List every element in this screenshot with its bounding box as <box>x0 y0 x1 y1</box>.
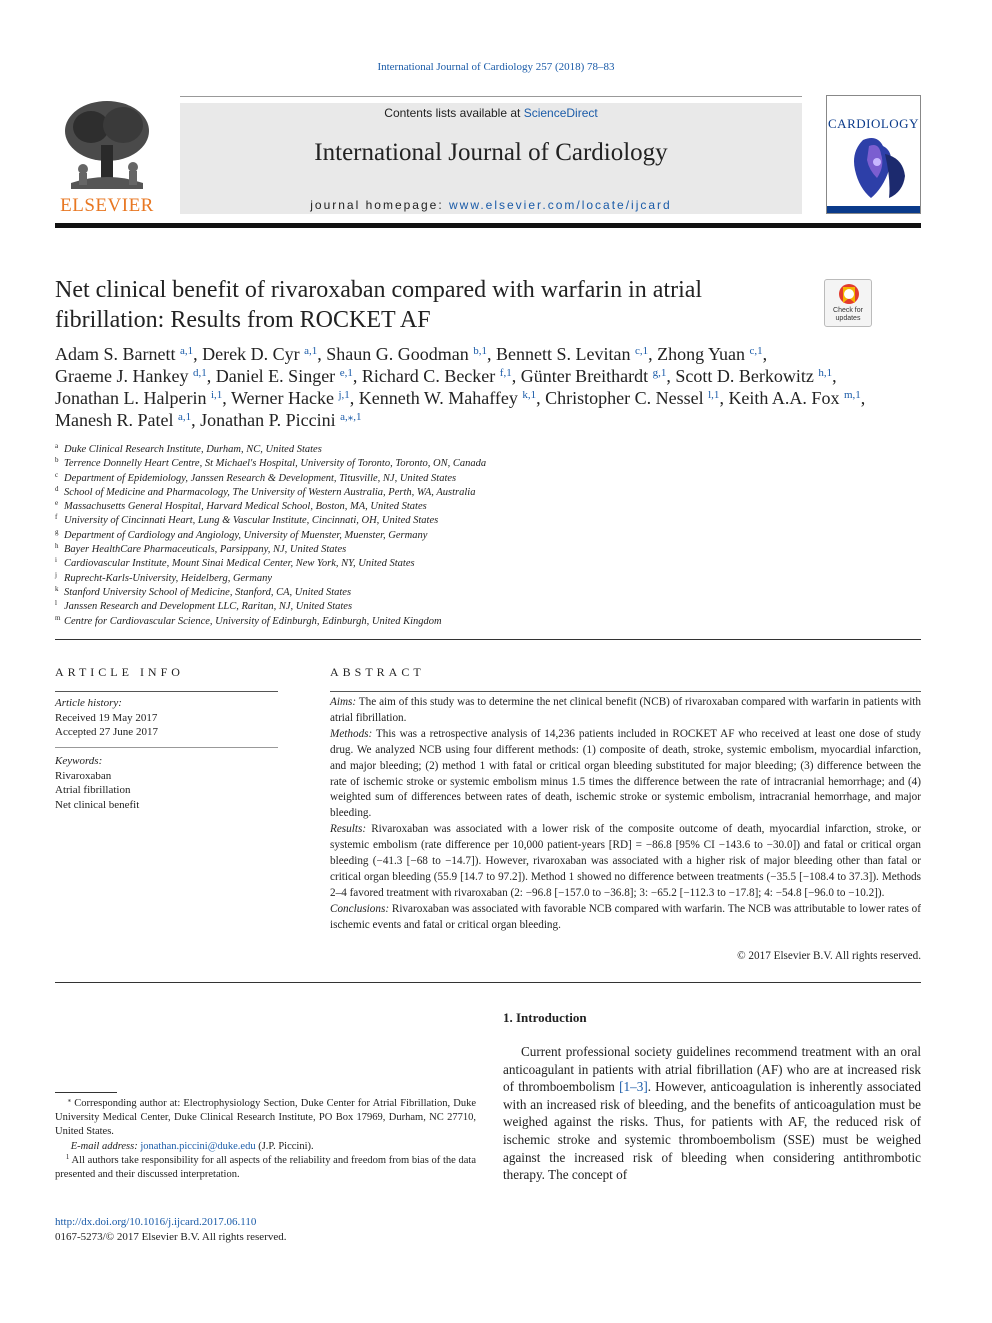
article-info-rule <box>55 691 278 692</box>
author-line <box>55 409 925 431</box>
check-for-updates-button[interactable] <box>824 279 872 327</box>
received-date: Received 19 May 2017 <box>55 711 158 724</box>
affiliation-text: Massachusetts General Hospital, Harvard Medical School, Boston, MA, United States <box>64 501 427 513</box>
title-line-1: Net clinical benefit of rivaroxaban compared with warfarin in atrial <box>55 277 703 303</box>
note-1-text: All authors take responsibility for all aspects of the reliability and freedom from bias of the data presented and their discussed interpretation. <box>55 1154 477 1181</box>
author-affiliation-marker[interactable]: j,1 <box>338 389 350 401</box>
affiliation-item: $^k$ Stanford University School of Medicine, Stanford, CA, United States <box>55 584 352 598</box>
check-updates-line-1: Check for <box>833 307 863 314</box>
homepage-prefix: journal homepage: <box>310 198 449 212</box>
author-separator: , <box>762 344 768 364</box>
affiliation-text: Stanford University School of Medicine, Stanford, CA, United States <box>64 586 352 598</box>
affiliation-list <box>55 443 925 629</box>
check-updates-line-2: updates <box>835 315 861 322</box>
author-affiliation-marker[interactable]: a,1 <box>179 345 194 357</box>
methods-label: Methods: <box>330 727 373 740</box>
affiliation-text: Department of Cardiology and Angiology, University of Muenster, Muenster, Germany <box>64 529 428 541</box>
journal-name: International Journal of Cardiology <box>314 139 668 166</box>
intro-text-part-1: Current professional society guidelines recommend treatment with an oral anticoagulant in patients with atrial fibrillation (AF) who are at increased risk of thromboembolism <box>503 1044 921 1095</box>
affiliation-text: Cardiovascular Institute, Mount Sinai Medical Center, New York, NY, United States <box>64 558 415 570</box>
author-affiliation-marker[interactable]: c,1 <box>749 345 763 357</box>
author-separator: , <box>352 366 362 386</box>
contents-line <box>180 106 802 120</box>
abstract-divider <box>55 982 921 983</box>
accepted-date: Accepted 27 June 2017 <box>55 726 158 738</box>
author-affiliation-marker[interactable]: l,1 <box>708 389 720 401</box>
affiliation-item: $^f$ University of Cincinnati Heart, Lung & Vascular Institute, Cincinnati, OH, United States <box>55 513 439 527</box>
author-separator: , <box>511 366 521 386</box>
journal-citation-link[interactable]: International Journal of Cardiology 257 (2018) 78–83 <box>377 61 615 73</box>
introduction-body <box>503 1043 921 1184</box>
intro-text-part-2: . However, anticoagulation is inherently associated with an increased risk of bleeding, and the benefits of anticoagulation must be weighed against the risks. Thus, for patients with AF, the reduced risk of ischemic stroke and systemic thromboembolism (SSE) must be weighed against the increased risk of bleeding when considering antithrombotic therapy. The concept of <box>503 1079 921 1183</box>
article-info-heading: ARTICLE INFO <box>55 665 184 679</box>
author-name[interactable]: Shaun G. Goodman <box>326 344 469 364</box>
header-top-rule <box>180 96 802 97</box>
journal-header-band <box>180 103 802 214</box>
keyword-item: Atrial fibrillation <box>55 784 131 796</box>
affiliation-text: Janssen Research and Development LLC, Raritan, NJ, United States <box>64 601 353 613</box>
note-1-mark: 1 <box>65 1152 70 1161</box>
cover-bottom-band <box>827 206 920 213</box>
email-label: E-mail address: <box>70 1140 138 1152</box>
affiliation-item: $^g$ Department of Cardiology and Angiology, University of Muenster, Muenster, Germany <box>55 527 428 541</box>
affiliation-text: Centre for Cardiovascular Science, University of Edinburgh, Edinburgh, United Kingdom <box>64 615 442 627</box>
author-separator: , <box>666 366 676 386</box>
abstract-heading: ABSTRACT <box>330 665 425 679</box>
issn-line: 0167-5273/© 2017 Elsevier B.V. All rights reserved. <box>55 1230 287 1243</box>
author-name[interactable]: Bennett S. Levitan <box>496 344 631 364</box>
author-line <box>55 387 925 409</box>
author-separator: , <box>222 388 231 408</box>
author-name[interactable]: Werner Hacke <box>230 388 334 408</box>
affiliation-item: $^j$ Ruprecht-Karls-University, Heidelberg, Germany <box>55 570 273 584</box>
affiliation-text: Bayer HealthCare Pharmaceuticals, Parsippany, NJ, United States <box>64 544 347 556</box>
author-separator: , <box>191 410 201 430</box>
author-name[interactable]: Jonathan P. Piccini <box>200 410 336 430</box>
article-history <box>55 696 278 740</box>
keywords-rule <box>55 747 278 748</box>
affiliation-item: $^c$ Department of Epidemiology, Janssen Research & Development, Titusville, NJ, United States <box>55 470 457 484</box>
corresponding-author-note <box>55 1097 476 1140</box>
author-separator: , <box>536 388 546 408</box>
author-affiliation-marker[interactable]: k,1 <box>522 389 537 401</box>
conclusions-text: Rivaroxaban was associated with favorable NCB compared with warfarin. The NCB was attributable to lower rates of ischemic events and fatal or critical organ bleeding. <box>330 902 921 931</box>
author-list <box>55 343 925 431</box>
contents-prefix: Contents lists available at <box>384 106 524 120</box>
footnotes <box>55 1097 476 1182</box>
doi-block <box>55 1215 287 1244</box>
author-affiliation-marker[interactable]: a,1 <box>178 411 192 423</box>
abstract-results <box>330 822 921 902</box>
abstract-conclusions <box>330 902 921 934</box>
conclusions-label: Conclusions: <box>330 902 390 915</box>
author-name[interactable]: Kenneth W. Mahaffey <box>358 388 518 408</box>
author-line <box>55 365 925 387</box>
affiliation-text: Ruprecht-Karls-University, Heidelberg, Germany <box>64 572 273 584</box>
abstract-copyright: © 2017 Elsevier B.V. All rights reserved. <box>737 950 921 962</box>
author-separator: , <box>487 344 496 364</box>
homepage-link[interactable]: www.elsevier.com/locate/ijcard <box>449 198 672 212</box>
bookmark-icon <box>837 283 861 309</box>
footnote-rule <box>55 1092 117 1093</box>
author-name[interactable]: Richard C. Becker <box>361 366 496 386</box>
author-name[interactable]: Jonathan L. Halperin <box>55 388 207 408</box>
author-affiliation-marker[interactable]: a,⁎,1 <box>340 411 362 423</box>
email-note <box>55 1140 476 1154</box>
history-label: Article history: <box>55 697 122 709</box>
aims-label: Aims: <box>330 696 357 708</box>
author-separator: , <box>349 388 359 408</box>
heart-illustration-icon <box>833 132 915 204</box>
author-line <box>55 343 925 365</box>
author-affiliation-marker[interactable]: h,1 <box>818 367 833 379</box>
affiliation-item: $^d$ School of Medicine and Pharmacology, The University of Western Australia, Perth, WA, Australia <box>55 484 476 498</box>
check-updates-text <box>825 307 871 323</box>
author-separator: , <box>648 344 658 364</box>
author-separator: , <box>832 366 837 386</box>
author-affiliation-marker[interactable]: d,1 <box>192 367 207 379</box>
author-separator: , <box>719 388 729 408</box>
affiliation-item: $^b$ Terrence Donnelly Heart Centre, St Michael's Hospital, University of Toronto, Toronto, ON, Canada <box>55 456 487 470</box>
cover-title: CARDIOLOGY <box>828 116 919 131</box>
affiliation-text: Duke Clinical Research Institute, Durham, NC, United States <box>64 444 322 455</box>
affiliation-item: $^h$ Bayer HealthCare Pharmaceuticals, Parsippany, NJ, United States <box>55 542 347 556</box>
keywords-label: Keywords: <box>55 755 103 767</box>
keyword-item: Net clinical benefit <box>55 798 140 811</box>
author-name[interactable]: Daniel E. Singer <box>215 366 336 386</box>
aims-text: The aim of this study was to determine the net clinical benefit (NCB) of rivaroxaban compared with warfarin in patients with atrial fibrillation. <box>330 696 921 724</box>
author-affiliation-marker[interactable]: b,1 <box>473 345 487 357</box>
affiliation-item: $^a$ Duke Clinical Research Institute, Durham, NC, United States <box>55 442 322 455</box>
affiliation-text: Terrence Donnelly Heart Centre, St Michael's Hospital, University of Toronto, Toronto, ON, Canada <box>64 458 487 470</box>
affiliations-divider <box>55 639 921 640</box>
elsevier-wordmark: ELSEVIER <box>60 195 154 216</box>
author-name[interactable]: Keith A.A. Fox <box>728 388 840 408</box>
keyword-item: Rivaroxaban <box>55 769 112 782</box>
author-separator: , <box>206 366 216 386</box>
affiliation-item: $^m$ Centre for Cardiovascular Science, University of Edinburgh, Edinburgh, United Kingdom <box>55 613 442 627</box>
abstract-aims <box>330 695 921 727</box>
author-responsibility-note <box>55 1154 476 1182</box>
author-name[interactable]: Graeme J. Hankey <box>55 366 189 386</box>
doi-link[interactable]: http://dx.doi.org/10.1016/j.ijcard.2017.06.110 <box>55 1216 257 1228</box>
author-affiliation-marker[interactable]: c,1 <box>634 345 649 357</box>
abstract-rule <box>330 691 921 692</box>
author-affiliation-marker[interactable]: a,1 <box>304 345 318 357</box>
author-affiliation-marker[interactable]: i,1 <box>210 389 223 401</box>
author-name[interactable]: Günter Breithardt <box>520 366 649 386</box>
affiliation-text: Department of Epidemiology, Janssen Research & Development, Titusville, NJ, United States <box>64 472 457 484</box>
corresponding-text: Corresponding author at: Electrophysiology Section, Duke Center for Atrial Fibrillation, Duke University Medical Center, Duke Clinical Research Institute, PO Box 17969, Durham, NC 27710, United States. <box>55 1098 476 1138</box>
author-name[interactable]: Adam S. Barnett <box>55 344 176 364</box>
author-name[interactable]: Derek D. Cyr <box>202 344 300 364</box>
journal-cover-thumbnail[interactable] <box>826 95 921 214</box>
affiliation-item: $^e$ Massachusetts General Hospital, Harvard Medical School, Boston, MA, United States <box>55 499 427 513</box>
affiliation-text: University of Cincinnati Heart, Lung & Vascular Institute, Cincinnati, OH, United States <box>64 515 439 527</box>
methods-text: This was a retrospective analysis of 14,236 patients included in ROCKET AF who received at least one dose of study drug. We analyzed NCB using four different methods: (1) composite of death, stroke, systemic embolism, myocardial infarction, and major bleeding; (2) method 1 with fatal or critical organ bleeding substituted for major bleeding; (3) difference between the rate of ischemic stroke or systemic embolism minus 1.5 times the difference between the rate of intracranial hemorrhage; and (4) weighted sum of differences between rates of death, ischemic stroke or systemic embolism, intracranial hemorrhage, and major bleeding. <box>330 727 921 820</box>
email-suffix: (J.P. Piccini). <box>255 1140 314 1152</box>
affiliation-text: School of Medicine and Pharmacology, The University of Western Australia, Perth, WA, Australia <box>64 486 476 498</box>
author-name[interactable]: Manesh R. Patel <box>55 410 174 430</box>
keywords-block <box>55 754 278 812</box>
results-label: Results: <box>330 823 367 836</box>
author-name[interactable]: Scott D. Berkowitz <box>675 366 814 386</box>
affiliation-item: $^i$ Cardiovascular Institute, Mount Sinai Medical Center, New York, NY, United States <box>55 556 415 570</box>
abstract-methods <box>330 727 921 822</box>
author-affiliation-marker[interactable]: f,1 <box>499 367 512 379</box>
elsevier-logo[interactable] <box>55 97 159 215</box>
abstract-body <box>330 695 921 934</box>
introduction-heading: 1. Introduction <box>503 1010 587 1025</box>
journal-homepage <box>180 198 802 212</box>
corresponding-mark: ⁎ <box>67 1096 72 1104</box>
author-separator: , <box>193 344 203 364</box>
author-separator: , <box>317 344 327 364</box>
author-affiliation-marker[interactable]: g,1 <box>652 367 667 379</box>
affiliation-item: $^l$ Janssen Research and Development LLC, Raritan, NJ, United States <box>55 599 353 613</box>
author-name[interactable]: Zhong Yuan <box>657 344 745 364</box>
author-separator: , <box>860 388 866 408</box>
sciencedirect-link[interactable]: ScienceDirect <box>523 106 598 120</box>
email-link[interactable]: jonathan.piccini@duke.edu <box>140 1140 256 1152</box>
author-affiliation-marker[interactable]: e,1 <box>339 367 353 379</box>
title-line-2: fibrillation: Results from ROCKET AF <box>55 307 431 333</box>
reference-link[interactable]: [1–3] <box>619 1079 648 1095</box>
article-title <box>55 275 815 335</box>
author-name[interactable]: Christopher C. Nessel <box>545 388 704 408</box>
author-affiliation-marker[interactable]: m,1 <box>843 389 861 401</box>
header-divider <box>55 223 921 228</box>
elsevier-tree-icon <box>61 97 153 192</box>
results-text: Rivaroxaban was associated with a lower risk of the composite outcome of death, myocardial infarction, stroke, or systemic embolism (rate difference per 10,000 patient-years [RD] = −86.8 [95% CI −143.6 to −30.0]) and fatal or critical organ bleeding (−41.3 [−68 to −14.7]). However, rivaroxaban was associated with a higher risk of major bleeding other than fatal or critical organ bleeding (55.9 [14.7 to 97.2]). Method 1 showed no difference between treatments (−35.5 [−108.4 to 37.3]). Methods 2–4 favored treatment with rivaroxaban (2: −96.8 [−157.0 to −36.8]; 3: −65.2 [−112.3 to −17.8]; 4: −54.8 [−96.0 to −10.2]). <box>330 823 921 899</box>
